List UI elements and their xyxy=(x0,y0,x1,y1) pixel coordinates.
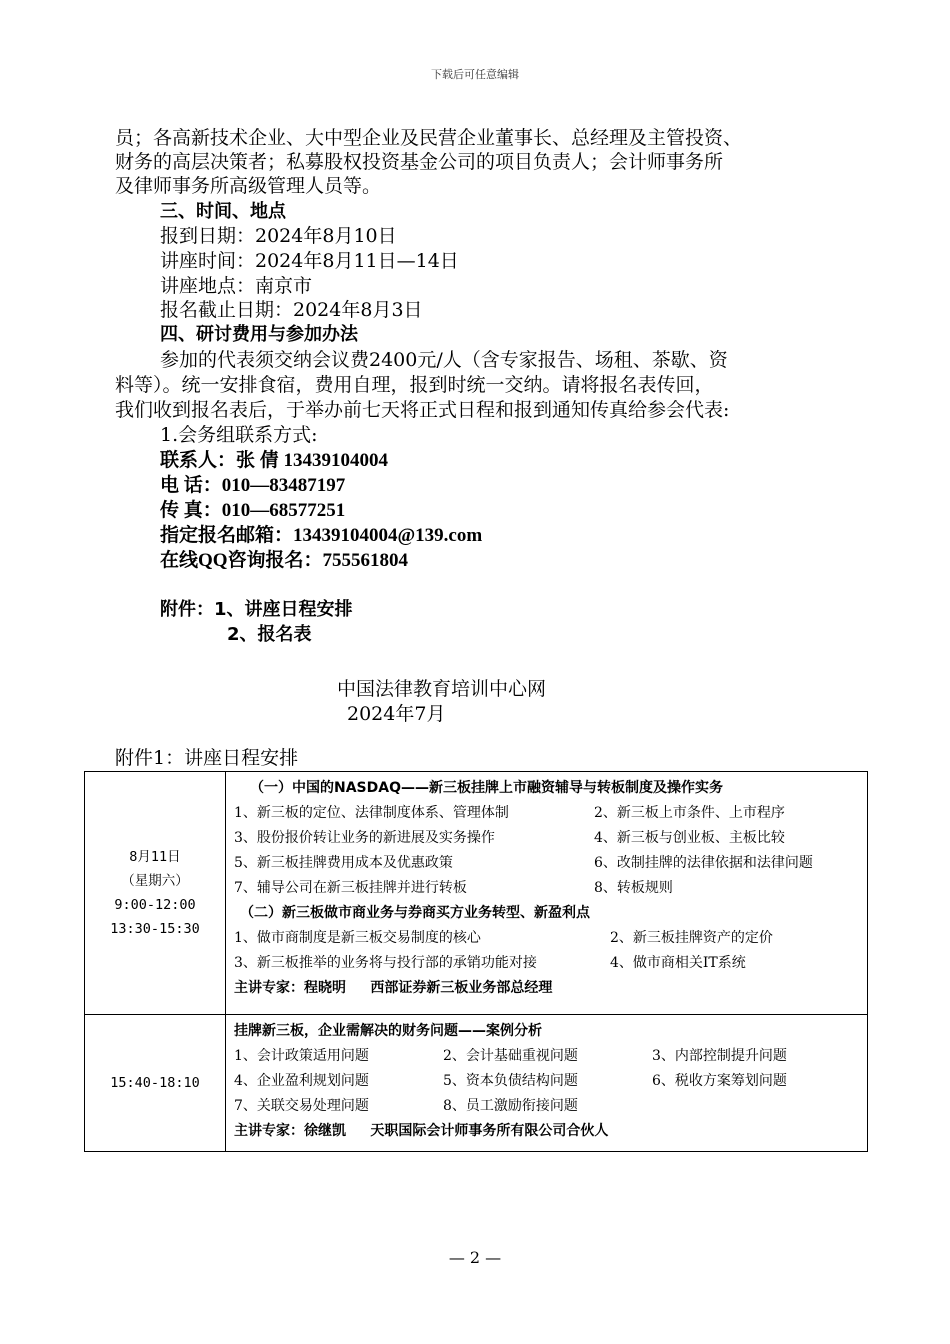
topic-item-row xyxy=(234,1069,859,1094)
topic-title-3: 挂牌新三板，企业需解决的财务问题——案例分析 xyxy=(234,1023,542,1039)
signature-org: 中国法律教育培训中心网 xyxy=(337,678,547,700)
schedule-weekday: （星期六） xyxy=(121,873,189,889)
contact-fax: 传 真：010—68577251 xyxy=(160,500,346,521)
schedule-date: 8月11日 xyxy=(129,849,181,865)
lecture-location: 讲座地点：南京市 xyxy=(160,275,313,297)
section3-title: 三、时间、地点 xyxy=(160,201,286,222)
topic-item-row xyxy=(234,801,859,826)
attachment-line-2: 2、报名表 xyxy=(227,624,312,645)
contact-intro: 1.会务组联系方式: xyxy=(160,424,318,446)
registration-deadline: 报名截止日期：2024年8月3日 xyxy=(160,299,423,321)
fee-line-1: 参加的代表须交纳会议费2400元/人（含专家报告、场租、茶歇、资 xyxy=(160,349,728,371)
intro-line-2: 财务的高层决策者；私募股权投资基金公司的项目负责人；会计师事务所 xyxy=(115,151,724,173)
topic-item-row xyxy=(234,926,859,951)
topic-item: 3、股份报价转让业务的新进展及实务操作 xyxy=(234,830,495,846)
topic-item: 1、新三板的定位、法律制度体系、管理体制 xyxy=(234,805,509,821)
topic-item: 4、做市商相关IT系统 xyxy=(610,955,746,971)
schedule-row-morning xyxy=(85,772,868,1015)
page-number: — 2 — xyxy=(448,1248,502,1267)
topic-item-row xyxy=(234,826,859,851)
schedule-content-cell xyxy=(226,1015,868,1152)
page-header: 下载后可任意编辑 xyxy=(431,68,519,81)
topic-title-2: （二）新三板做市商业务与券商买方业务转型、新盈利点 xyxy=(240,905,590,921)
topic-item: 8、转板规则 xyxy=(594,880,673,896)
topic-item: 2、新三板上市条件、上市程序 xyxy=(594,805,785,821)
topic-item: 4、企业盈利规划问题 xyxy=(234,1073,369,1089)
intro-line-1: 员；各高新技术企业、大中型企业及民营企业董事长、总经理及主管投资、 xyxy=(115,127,743,149)
schedule-table xyxy=(84,771,868,1152)
topic-item: 6、税收方案筹划问题 xyxy=(652,1073,787,1089)
contact-person: 联系人：张 倩 13439104004 xyxy=(160,450,389,471)
schedule-time-3: 15:40-18:10 xyxy=(110,1075,200,1091)
speaker-2: 主讲专家：徐继凯 天职国际会计师事务所有限公司合伙人 xyxy=(234,1123,609,1139)
topic-item: 6、改制挂牌的法律依据和法律问题 xyxy=(594,855,813,871)
schedule-row-afternoon xyxy=(85,1015,868,1152)
topic-item-row xyxy=(234,1094,859,1119)
topic-item-row xyxy=(234,951,859,976)
topic-item: 8、员工激励衔接问题 xyxy=(443,1098,578,1114)
topic-item: 4、新三板与创业板、主板比较 xyxy=(594,830,785,846)
topic-item: 1、会计政策适用问题 xyxy=(234,1048,369,1064)
topic-item-row xyxy=(234,876,859,901)
schedule-time-cell xyxy=(85,772,226,1015)
fee-line-2: 料等）。统一安排食宿，费用自理，报到时统一交纳。请将报名表传回， xyxy=(115,374,714,396)
lecture-time: 讲座时间：2024年8月11日—14日 xyxy=(160,250,459,272)
section4-title: 四、研讨费用与参加办法 xyxy=(160,324,358,345)
schedule-content-cell xyxy=(226,772,868,1015)
schedule-time-cell xyxy=(85,1015,226,1152)
topic-item-row xyxy=(234,1044,859,1069)
contact-qq: 在线QQ咨询报名：755561804 xyxy=(160,550,409,571)
topic-item: 2、会计基础重视问题 xyxy=(443,1048,578,1064)
topic-title-1: （一）中国的NASDAQ——新三板挂牌上市融资辅导与转板制度及操作实务 xyxy=(250,780,723,796)
schedule-caption: 附件1：讲座日程安排 xyxy=(115,747,299,769)
topic-item: 1、做市商制度是新三板交易制度的核心 xyxy=(234,930,481,946)
schedule-time-2: 13:30-15:30 xyxy=(110,921,200,937)
contact-phone: 电 话：010—83487197 xyxy=(160,475,346,496)
speaker-1: 主讲专家：程晓明 西部证券新三板业务部总经理 xyxy=(234,980,553,996)
topic-item: 5、资本负债结构问题 xyxy=(443,1073,578,1089)
topic-item: 5、新三板挂牌费用成本及优惠政策 xyxy=(234,855,453,871)
topic-item: 3、内部控制提升问题 xyxy=(652,1048,787,1064)
intro-line-3: 及律师事务所高级管理人员等。 xyxy=(115,175,382,197)
fee-line-3: 我们收到报名表后，于举办前七天将正式日程和报到通知传真给参会代表: xyxy=(115,399,730,421)
topic-item: 7、关联交易处理问题 xyxy=(234,1098,369,1114)
signature-date: 2024年7月 xyxy=(347,703,446,725)
topic-item-row xyxy=(234,851,859,876)
report-date: 报到日期：2024年8月10日 xyxy=(160,225,397,247)
contact-email: 指定报名邮箱：13439104004@139.com xyxy=(160,525,483,546)
topic-item: 2、新三板挂牌资产的定价 xyxy=(610,930,773,946)
topic-item: 7、辅导公司在新三板挂牌并进行转板 xyxy=(234,880,467,896)
topic-item: 3、新三板推举的业务将与投行部的承销功能对接 xyxy=(234,955,537,971)
schedule-time-1: 9:00-12:00 xyxy=(114,897,196,913)
attachment-line-1: 附件：1、讲座日程安排 xyxy=(160,599,353,620)
